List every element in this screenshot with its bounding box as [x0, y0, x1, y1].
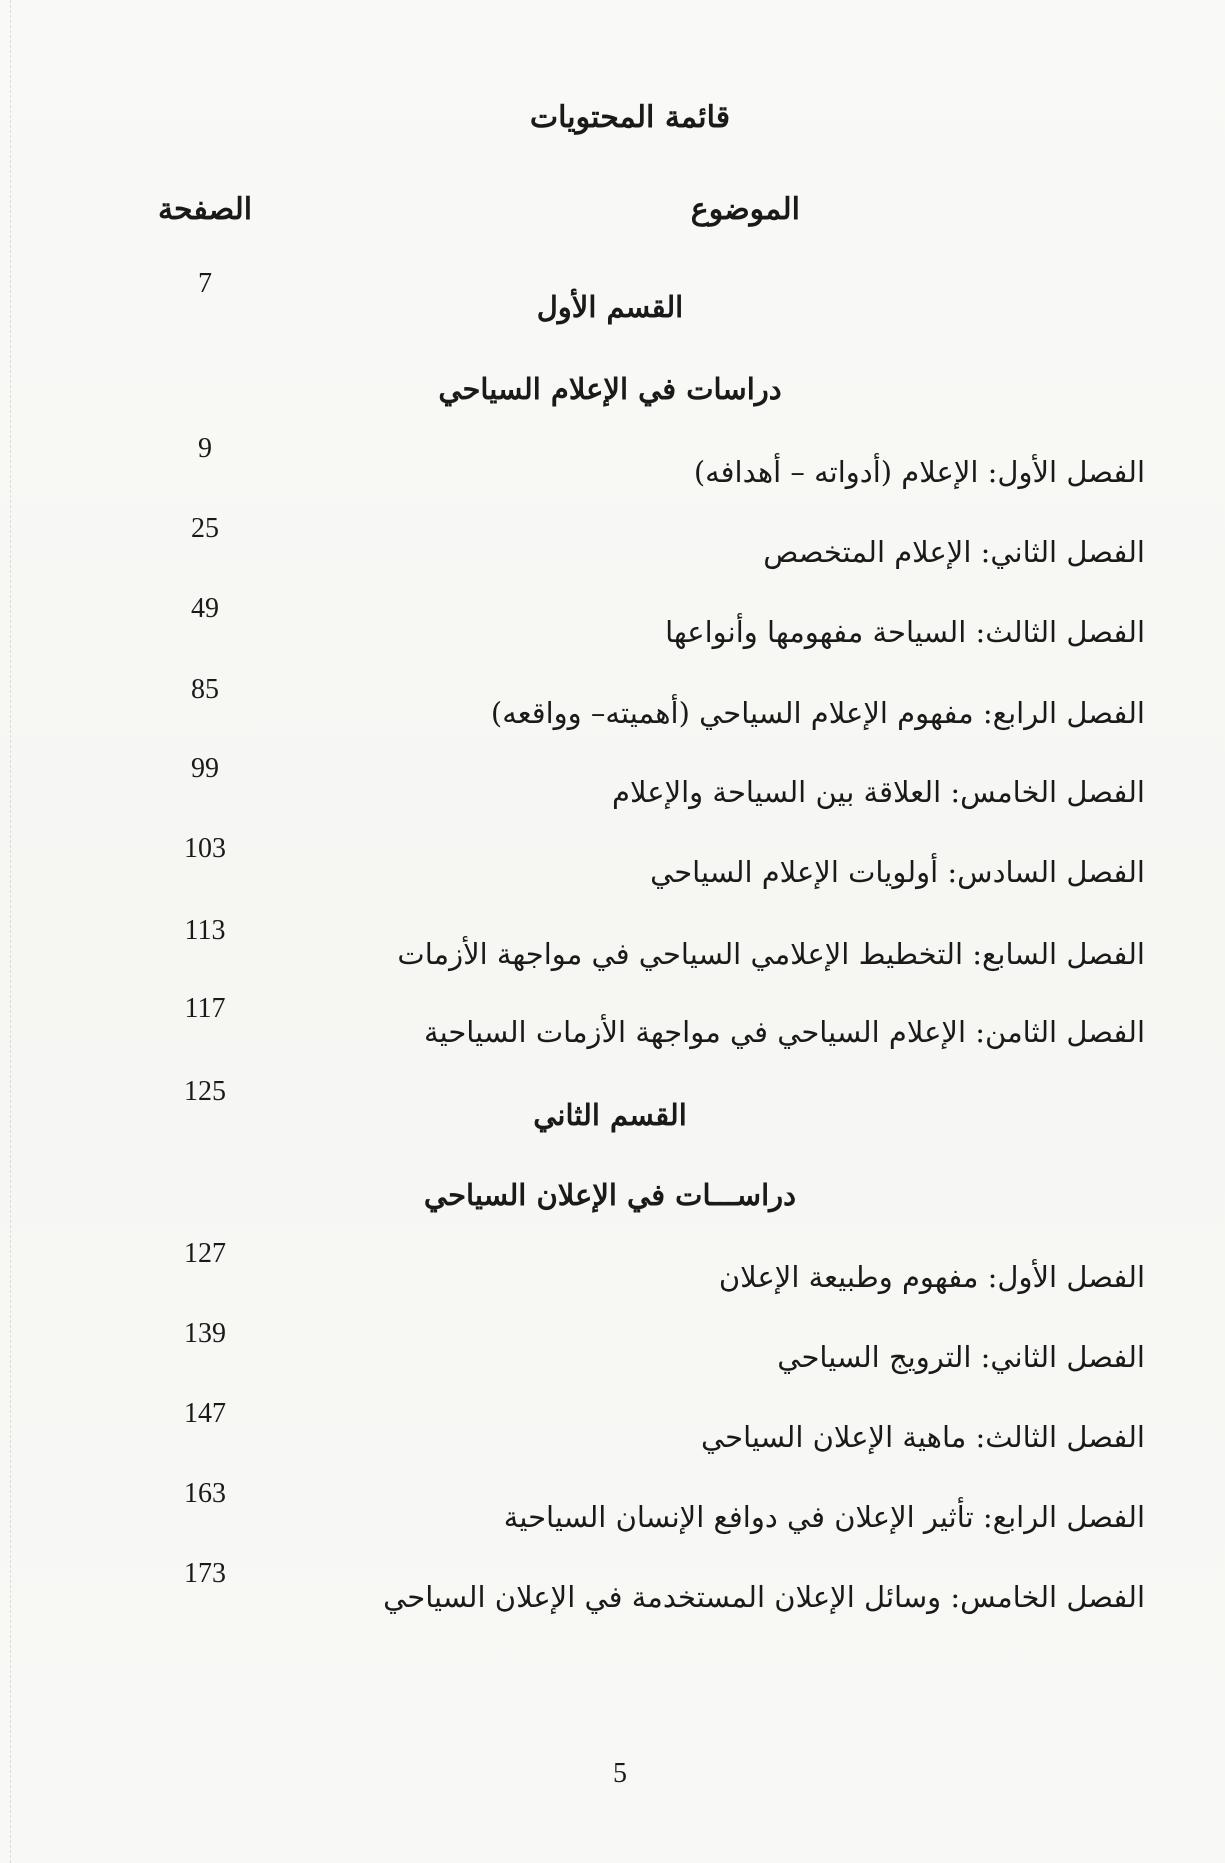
toc-chapter-row — [0, 674, 1225, 740]
toc-chapter-row — [0, 753, 1225, 819]
toc-page-number: 147 — [184, 1398, 226, 1429]
toc-section-row — [0, 1178, 1225, 1222]
toc-section-title: القسم الثاني — [533, 1098, 687, 1132]
toc-chapter-title: الفصل السابع: التخطيط الإعلامي السياحي في مواجهة الأزمات — [397, 937, 1145, 971]
toc-page-number: 125 — [184, 1076, 226, 1107]
toc-page-number: 139 — [184, 1318, 226, 1349]
toc-chapter-title: الفصل الثالث: ماهية الإعلان السياحي — [700, 1420, 1145, 1454]
toc-section-row — [0, 372, 1225, 416]
toc-chapter-row — [0, 513, 1225, 579]
toc-chapter-row — [0, 593, 1225, 659]
toc-section-title: دراســـات في الإعلان السياحي — [423, 1178, 797, 1212]
column-header-topic: الموضوع — [690, 192, 800, 227]
toc-page-number: 99 — [191, 753, 219, 784]
toc-section-row — [0, 1076, 1225, 1142]
toc-chapter-title: الفصل السادس: أولويات الإعلام السياحي — [650, 855, 1145, 889]
toc-chapter-row — [0, 993, 1225, 1059]
toc-chapter-title: الفصل الثامن: الإعلام السياحي في مواجهة الأزمات السياحية — [424, 1015, 1145, 1049]
toc-page-number: 25 — [191, 513, 219, 544]
toc-page-number: 9 — [198, 433, 212, 464]
column-header-page: الصفحة — [157, 192, 253, 227]
toc-chapter-row — [0, 833, 1225, 899]
toc-page-number: 173 — [184, 1558, 226, 1589]
page-number: 5 — [613, 1758, 627, 1789]
toc-page-number: 117 — [184, 993, 226, 1024]
toc-page-number: 103 — [184, 833, 226, 864]
toc-chapter-row — [0, 1558, 1225, 1624]
toc-page-number: 7 — [198, 268, 212, 299]
toc-page-number: 163 — [184, 1478, 226, 1509]
toc-section-title: القسم الأول — [536, 290, 684, 324]
toc-chapter-title: الفصل الثالث: السياحة مفهومها وأنواعها — [665, 615, 1145, 649]
toc-page-number: 85 — [191, 674, 219, 705]
toc-chapter-title: الفصل الرابع: تأثير الإعلان في دوافع الإنسان السياحية — [503, 1500, 1145, 1534]
toc-chapter-title: الفصل الأول: مفهوم وطبيعة الإعلان — [718, 1260, 1145, 1294]
toc-chapter-row — [0, 915, 1225, 981]
toc-section-title: دراسات في الإعلام السياحي — [438, 372, 782, 406]
toc-chapter-title: الفصل الأول: الإعلام (أدواته – أهدافه) — [693, 455, 1145, 489]
toc-chapter-row — [0, 1478, 1225, 1544]
toc-chapter-row — [0, 1398, 1225, 1464]
toc-chapter-row — [0, 1238, 1225, 1304]
toc-chapter-title: الفصل الخامس: وسائل الإعلان المستخدمة في الإعلان السياحي — [383, 1580, 1145, 1614]
toc-page-number: 127 — [184, 1238, 226, 1269]
toc-chapter-title: الفصل الثاني: الإعلام المتخصص — [763, 535, 1145, 569]
toc-section-row — [0, 268, 1225, 334]
toc-page-number: 49 — [191, 593, 219, 624]
toc-page-number: 113 — [184, 915, 226, 946]
toc-chapter-title: الفصل الخامس: العلاقة بين السياحة والإعلام — [612, 775, 1145, 809]
toc-chapter-row — [0, 1318, 1225, 1384]
page-title: قائمة المحتويات — [529, 100, 731, 135]
toc-chapter-title: الفصل الثاني: الترويج السياحي — [777, 1340, 1145, 1374]
toc-chapter-title: الفصل الرابع: مفهوم الإعلام السياحي (أهميته– وواقعه) — [490, 696, 1145, 730]
toc-chapter-row — [0, 433, 1225, 499]
